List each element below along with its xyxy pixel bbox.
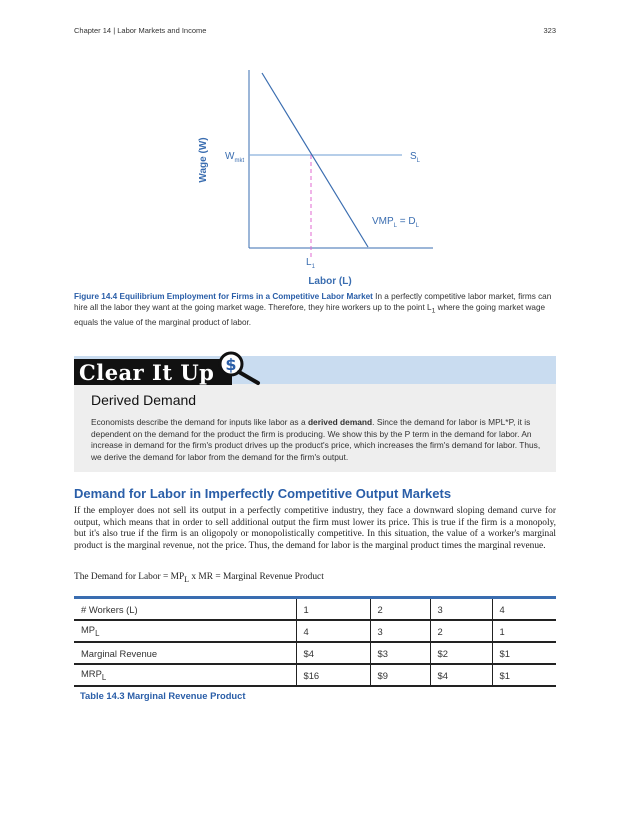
table-row bbox=[74, 664, 556, 686]
feature-text: Economists describe the demand for inputs like labor as a derived demand. Since the demand for labor is MPL*P, it is dependent on the demand for the product the firm is producing. We show this by the P term in the demand for labor. An increase in demand for the firm's product drives up the product's price, which increases the firm's demand for labor. Thus, we derive the demand for labor from the demand for the firm's output. bbox=[91, 417, 541, 462]
row-label: $MRP_L$ bbox=[74, 664, 296, 686]
figure-caption-title: Figure 14.4 Equilibrium Employment for Firms in a Competitive Labor Market bbox=[74, 292, 373, 301]
table-cell: 3 bbox=[430, 598, 492, 621]
figure-caption-text-end: where the going market wage equals the value of the marginal product of labor. bbox=[74, 303, 546, 327]
figure-caption-sub: 1 bbox=[431, 307, 436, 315]
figure-caption bbox=[74, 291, 556, 328]
table-cell: 2 bbox=[430, 620, 492, 642]
demand-label: $VMP_L = D_L$ bbox=[372, 216, 419, 229]
equilibrium-graph bbox=[190, 64, 450, 289]
table-row bbox=[74, 642, 556, 664]
section-title: Demand for Labor in Imperfectly Competitive Output Markets bbox=[74, 486, 452, 501]
marginal-revenue-table bbox=[74, 596, 556, 687]
equilibrium-figure bbox=[190, 64, 450, 289]
table-caption: Table 14.3 Marginal Revenue Product bbox=[80, 690, 246, 701]
table-cell: $1 bbox=[492, 642, 556, 664]
table-cell: 2 bbox=[370, 598, 430, 621]
table-row bbox=[74, 620, 556, 642]
feature-banner-title: Clear It Up bbox=[79, 360, 215, 385]
row-label: $MP_L$ bbox=[74, 620, 296, 642]
wage-market-label: $W_{mkt}$ bbox=[225, 151, 245, 164]
feature-banner bbox=[74, 359, 232, 385]
table-cell: $1 bbox=[492, 664, 556, 686]
demand-curve bbox=[262, 73, 368, 247]
equilibrium-label: $L_1$ bbox=[306, 257, 315, 270]
table-cell: 1 bbox=[296, 598, 370, 621]
section-body: If the employer does not sell its output in a perfectly competitive industry, they face a downward sloping demand curve for output, which means that in order to sell additional output the firm must lower its price. This is true if the firm is a monopoly, but it's also true if the firm is an oligopoly or monopolistically competitive. In this situation, the value of a worker's marginal product is the marginal revenue, not the price. Thus, the demand for labor is the marginal product times the marginal revenue. bbox=[74, 506, 556, 552]
demand-formula: The Demand for Labor = $MP_L$ x MR = Marginal Revenue Product bbox=[74, 572, 324, 584]
supply-label: $S_L$ bbox=[410, 151, 421, 164]
table-cell: 1 bbox=[492, 620, 556, 642]
table-cell: 4 bbox=[492, 598, 556, 621]
clear-it-up-box bbox=[74, 356, 556, 472]
row-label: Marginal Revenue bbox=[74, 642, 296, 664]
table-cell: $2 bbox=[430, 642, 492, 664]
table-cell: 3 bbox=[370, 620, 430, 642]
table-cell: $9 bbox=[370, 664, 430, 686]
row-label: # Workers (L) bbox=[74, 598, 296, 621]
chapter-title: Chapter 14 | Labor Markets and Income bbox=[74, 26, 207, 35]
table-cell: $4 bbox=[296, 642, 370, 664]
feature-title: Derived Demand bbox=[91, 392, 197, 408]
magnifier-dollar-icon bbox=[214, 350, 264, 386]
table-cell: $4 bbox=[430, 664, 492, 686]
page-number: 323 bbox=[543, 26, 556, 35]
table-row bbox=[74, 598, 556, 621]
x-axis-label: Labor (L) bbox=[308, 276, 352, 287]
svg-text:$: $ bbox=[225, 355, 237, 374]
table-cell: 4 bbox=[296, 620, 370, 642]
table-cell: $16 bbox=[296, 664, 370, 686]
table-cell: $3 bbox=[370, 642, 430, 664]
figure-caption-text: In a perfectly competitive labor market, firms can hire all the labor they want at the going market wage. Therefore, they hire workers up to the point L bbox=[74, 292, 552, 312]
y-axis-label: Wage (W) bbox=[198, 137, 209, 183]
